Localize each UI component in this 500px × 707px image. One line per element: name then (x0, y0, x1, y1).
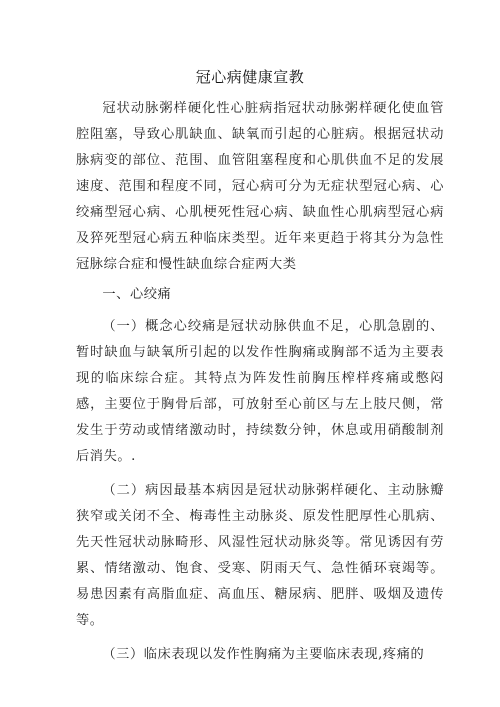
paragraph-etiology: （二）病因最基本病因是冠状动脉粥样硬化、主动脉瓣狭窄或关闭不全、梅毒性主动脉炎、原发性肥厚性心肌病、先天性冠状动脉畸形、风湿性冠状动脉炎等。常见诱因有劳累、情绪激动、饱食、受寒、阴雨天气、急性循环衰竭等。易患因素有高脂血症、高血压、糖尿病、肥胖、吸烟及遗传等。 (76, 483, 444, 628)
paragraph-concept: （一）概念心绞痛是冠状动脉供血不足，心肌急剧的、暂时缺血与缺氧所引起的以发作性胸痛或胸部不适为主要表现的临床综合症。其特点为阵发性前胸压榨样疼痛或憋闷感，主要位于胸骨后部，可放射至心前区与左上肢尺侧，常发生于劳动或情绪激动时，持续数分钟，休息或用硝酸制剂后消失。. (76, 319, 444, 464)
document-body (76, 96, 444, 676)
paragraph-intro: 冠状动脉粥样硬化性心脏病指冠状动脉粥样硬化使血管腔阻塞，导致心肌缺血、缺氧而引起的心脏病。根据冠状动脉病变的部位、范围、血管阻塞程度和心肌供血不足的发展速度、范围和程度不同，冠心病可分为无症状型冠心病、心绞痛型冠心病、心肌梗死性冠心病、缺血性心肌病型冠心病及猝死型冠心病五种临床类型。近年来更趋于将其分为急性冠脉综合症和慢性缺血综合症两大类 (76, 101, 444, 272)
paragraph-clinical: （三）临床表现以发作性胸痛为主要临床表现,疼痛的 (102, 647, 425, 662)
document-title: 冠心病健康宣教 (195, 68, 305, 86)
section-heading-angina: 一、心绞痛 (102, 287, 172, 302)
